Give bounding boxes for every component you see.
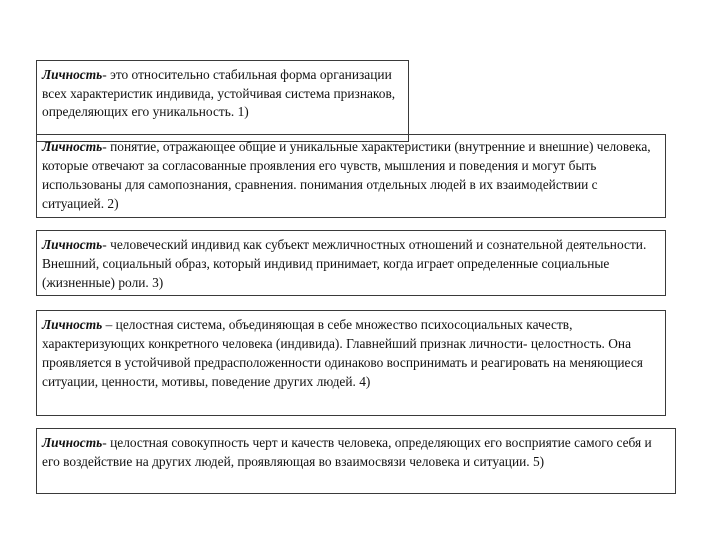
definition-term: Личность	[42, 317, 103, 332]
definition-term: Личность	[42, 67, 103, 82]
definition-text: - целостная совокупность черт и качеств человека, определяющих его восприятие самого себя и его воздействие на других людей, проявляющая во взаимосвязи человека и ситуации. 5)	[42, 435, 652, 469]
definition-text: – целостная система, объединяющая в себе множество психосоциальных качеств, характеризующих конкретного человека (индивида). Главнейший признак личности- целостность. Она проявляется в устойчивой предрасположенности одинаково воспринимать и реагировать на меняющиеся ситуации, ценности, мотивы, поведение других людей. 4)	[42, 317, 643, 389]
definition-box-1	[36, 60, 409, 142]
definition-term: Личность	[42, 139, 103, 154]
definition-box-4	[36, 310, 666, 416]
definition-box-2	[36, 134, 666, 218]
definition-text: - человеческий индивид как субъект межличностных отношений и сознательной деятельности. Внешний, социальный образ, который индивид принимает, когда играет определенные социальные (жизненные) роли. 3)	[42, 237, 647, 290]
definition-term: Личность	[42, 435, 103, 450]
definition-box-5	[36, 428, 676, 494]
definition-text: - понятие, отражающее общие и уникальные характеристики (внутренние и внешние) человека, которые отвечают за согласованные проявления его чувств, мышления и поведения и могут быть использованы для самопознания, сравнения. понимания отдельных людей в их взаимодействии с ситуацией. 2)	[42, 139, 651, 211]
definition-box-3	[36, 230, 666, 296]
definition-term: Личность	[42, 237, 103, 252]
definition-text: - это относительно стабильная форма организации всех характеристик индивида, устойчивая система признаков, определяющих его уникальность. 1)	[42, 67, 396, 119]
